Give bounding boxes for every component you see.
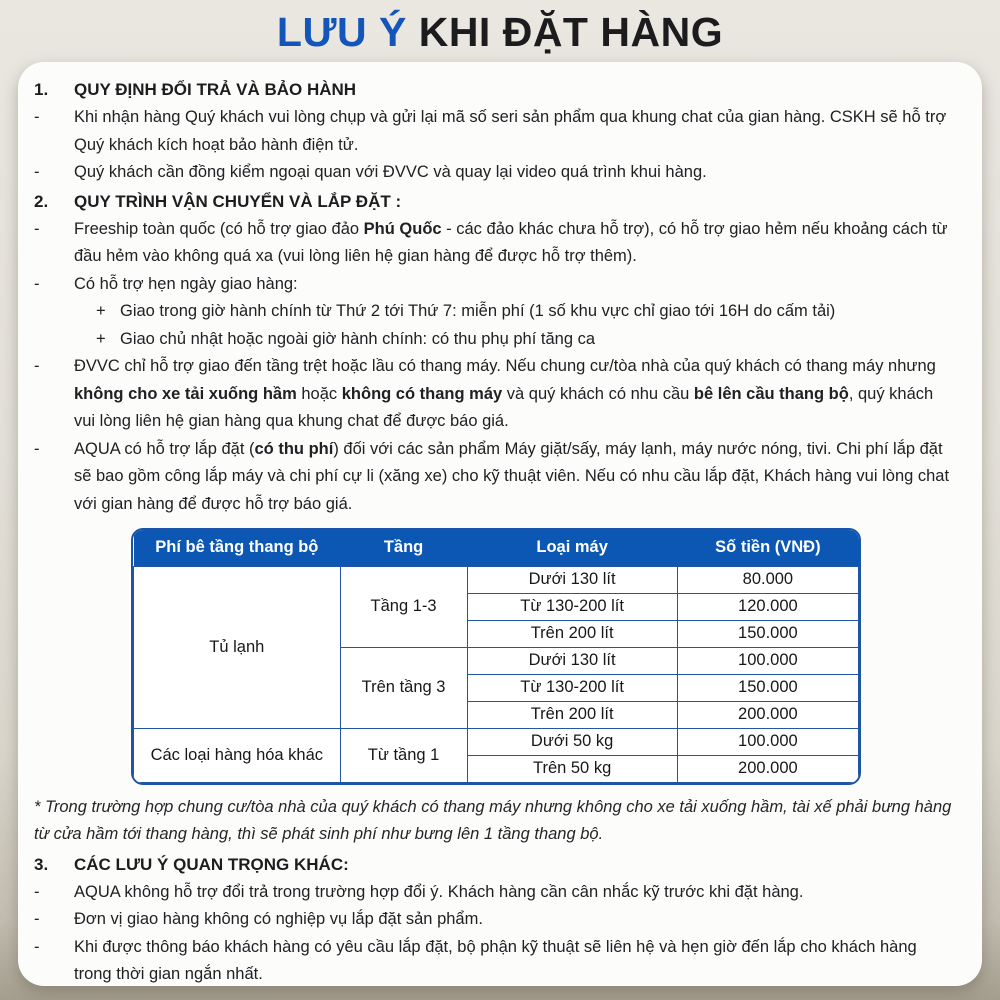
list-item-text: Giao chủ nhật hoặc ngoài giờ hành chính: có thu phụ phí tăng ca	[120, 329, 596, 348]
section-number: 3.	[34, 854, 49, 874]
page-title-accent: LƯU Ý	[276, 9, 407, 55]
section-title: CÁC LƯU Ý QUAN TRỌNG KHÁC:	[74, 854, 349, 874]
price-cell: 150.000	[677, 674, 858, 701]
list-item	[34, 879, 958, 907]
table-header-cell: Số tiền (VNĐ)	[677, 530, 858, 566]
type-cell: Trên 200 lít	[467, 701, 677, 728]
type-cell: Dưới 50 kg	[467, 728, 677, 755]
section-number: 2.	[34, 191, 49, 211]
footnote: * Trong trường hợp chung cư/tòa nhà của quý khách có thang máy nhưng không cho xe tải xuống hầm, tài xế phải bưng hàng từ cửa hầm tới thang hàng, thì sẽ phát sinh phí như bưng lên 1 tầng thang bộ.	[34, 797, 952, 843]
fee-table-container	[131, 528, 861, 785]
plus-marker: +	[96, 302, 106, 320]
bullet-marker: -	[34, 882, 40, 901]
page-title	[0, 0, 1000, 56]
price-cell: 80.000	[677, 566, 858, 593]
type-cell: Dưới 130 lít	[467, 566, 677, 593]
price-cell: 100.000	[677, 728, 858, 755]
plus-marker: +	[96, 329, 106, 348]
list-item	[34, 271, 958, 299]
list-item-text: Có hỗ trợ hẹn ngày giao hàng:	[74, 274, 298, 293]
bullet-marker: -	[34, 108, 40, 126]
bullet-marker: -	[34, 219, 40, 238]
list-item	[34, 104, 958, 159]
bullet-marker: -	[34, 274, 40, 293]
section-heading-1	[34, 76, 958, 104]
list-item-text: Khi nhận hàng Quý khách vui lòng chụp và gửi lại mã số seri sản phẩm qua khung chat của gian hàng. CSKH sẽ hỗ trợ Quý khách kích hoạt bảo hành điện tử.	[74, 108, 947, 154]
table-header-cell: Phí bê tầng thang bộ	[134, 530, 341, 566]
category-cell: Các loại hàng hóa khác	[134, 728, 341, 782]
price-cell: 200.000	[677, 701, 858, 728]
table-header-cell: Loại máy	[467, 530, 677, 566]
list-item	[34, 934, 958, 989]
table-row	[134, 566, 859, 593]
floor-cell: Trên tầng 3	[340, 647, 467, 728]
list-item-text: Đơn vị giao hàng không có nghiệp vụ lắp đặt sản phẩm.	[74, 910, 483, 928]
type-cell: Trên 50 kg	[467, 755, 677, 782]
floor-cell: Tầng 1-3	[340, 566, 467, 647]
price-cell: 150.000	[677, 620, 858, 647]
table-row	[134, 728, 859, 755]
price-cell: 200.000	[677, 755, 858, 782]
bullet-marker: -	[34, 163, 40, 181]
section-heading-3	[34, 851, 958, 879]
section-number: 1.	[34, 80, 49, 99]
sub-list-item	[34, 298, 958, 326]
type-cell: Trên 200 lít	[467, 620, 677, 647]
bullet-marker: -	[34, 937, 40, 956]
page-title-rest: KHI ĐẶT HÀNG	[418, 9, 724, 55]
bullet-marker: -	[34, 439, 40, 458]
table-header-row	[134, 530, 859, 566]
list-item	[34, 216, 958, 271]
price-cell: 100.000	[677, 647, 858, 674]
list-item-text: Freeship toàn quốc (có hỗ trợ giao đảo Phú Quốc - các đảo khác chưa hỗ trợ), có hỗ trợ giao hẻm nếu khoảng cách từ đầu hẻm vào không quá xa (vui lòng liên hệ gian hàng để được hỗ trợ thêm).	[74, 219, 948, 265]
section-title: QUY ĐỊNH ĐỔI TRẢ VÀ BẢO HÀNH	[74, 80, 357, 99]
list-item-text: AQUA có hỗ trợ lắp đặt (có thu phí) đối với các sản phẩm Máy giặt/sấy, máy lạnh, máy nước nóng, tivi. Chi phí lắp đặt sẽ bao gồm công lắp máy và chi phí cự li (xăng xe) cho kỹ thuật viên. Nếu có nhu cầu lắp đặt, Khách hàng vui lòng chat với gian hàng để được hỗ trợ báo giá.	[74, 439, 950, 513]
notice-card	[18, 62, 982, 986]
section-title: QUY TRÌNH VẬN CHUYỂN VÀ LẮP ĐẶT :	[74, 191, 402, 211]
type-cell: Dưới 130 lít	[467, 647, 677, 674]
price-cell: 120.000	[677, 593, 858, 620]
bullet-marker: -	[34, 357, 40, 375]
list-item-text: ĐVVC chỉ hỗ trợ giao đến tầng trệt hoặc lầu có thang máy. Nếu chung cư/tòa nhà của quý khách có thang máy nhưng không cho xe tải xuống hầm hoặc không có thang máy và quý khách có nhu cầu bê lên cầu thang bộ, quý khách vui lòng liên hệ gian hàng qua khung chat để được báo giá.	[74, 357, 936, 430]
type-cell: Từ 130-200 lít	[467, 674, 677, 701]
table-header-cell: Tầng	[340, 530, 467, 566]
category-cell: Tủ lạnh	[134, 566, 341, 728]
floor-cell: Từ tầng 1	[340, 728, 467, 782]
list-item	[34, 353, 958, 436]
list-item-text: AQUA không hỗ trợ đổi trả trong trường hợp đổi ý. Khách hàng cần cân nhắc kỹ trước khi đặt hàng.	[74, 882, 804, 901]
list-item-text: Khi được thông báo khách hàng có yêu cầu lắp đặt, bộ phận kỹ thuật sẽ liên hệ và hẹn giờ đến lắp cho khách hàng trong thời gian ngắn nhất.	[74, 937, 917, 983]
list-item	[34, 906, 958, 934]
section-heading-2	[34, 188, 958, 216]
list-item	[34, 159, 958, 187]
sub-list-item	[34, 326, 958, 354]
type-cell: Từ 130-200 lít	[467, 593, 677, 620]
fee-table	[133, 530, 859, 783]
bullet-marker: -	[34, 910, 40, 928]
list-item-text: Quý khách cần đồng kiểm ngoại quan với ĐVVC và quay lại video quá trình khui hàng.	[74, 163, 707, 181]
list-item-text: Giao trong giờ hành chính từ Thứ 2 tới Thứ 7: miễn phí (1 số khu vực chỉ giao tới 16H do cấm tải)	[120, 302, 836, 320]
list-item	[34, 436, 958, 519]
